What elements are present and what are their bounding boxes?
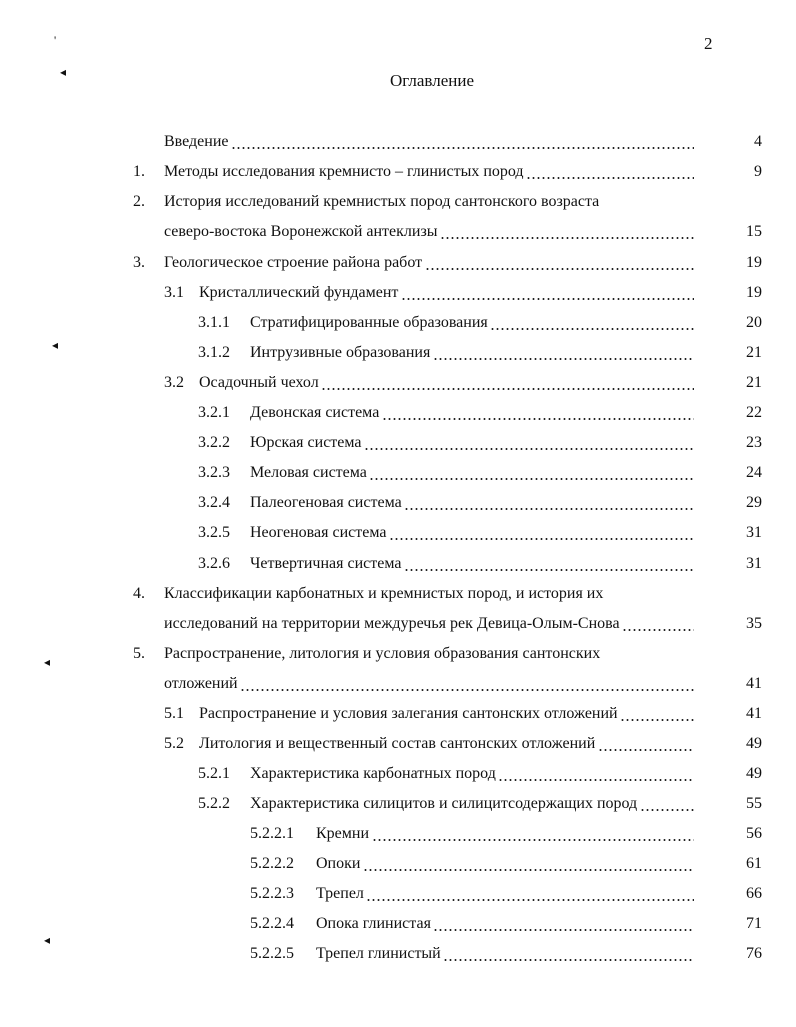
dot-leader [389,538,694,540]
toc-entry-title: Методы исследования кремнисто – глинистых пород [164,163,524,180]
toc-entry[interactable] [316,883,694,905]
toc-entry[interactable] [250,553,694,575]
toc-entry[interactable] [199,703,694,725]
dot-leader [433,358,694,360]
toc-entry-title: Геологическое строение района работ [164,254,423,271]
toc-page-number: 24 [746,464,762,481]
toc-page-number: 41 [746,675,762,692]
scan-mark: ◂ [60,65,67,79]
toc-entry-title: Распространение, литология и условия образования сантонских [164,645,601,662]
toc-entry[interactable] [250,763,694,785]
toc-entry-title: Опока глинистая [316,915,431,932]
toc-entry[interactable] [199,282,694,304]
toc-entry[interactable] [250,522,694,544]
toc-page-number: 56 [746,825,762,842]
toc-entry[interactable] [250,432,694,454]
toc-entry[interactable] [250,402,694,424]
toc-page-number: 49 [746,765,762,782]
dot-leader [443,959,694,961]
page-number: 2 [704,34,713,53]
dot-leader [490,328,694,330]
dot-leader [425,268,694,270]
toc-entry-title: Неогеновая система [250,524,387,541]
toc-entry[interactable] [164,221,694,243]
dot-leader [382,418,694,420]
toc-page-number: 23 [746,434,762,451]
toc-number: 5.2.2.1 [250,825,294,842]
toc-number: 3.2.6 [198,555,230,572]
toc-number: 3.1 [164,284,184,301]
toc-entry-title: Кремни [316,825,370,842]
dot-leader [598,749,694,751]
toc-number: 3.2.2 [198,434,230,451]
dot-leader [231,147,694,149]
toc-page-number: 4 [754,133,762,150]
toc-page-number: 21 [746,374,762,391]
toc-entry-title: Распространение и условия залегания сантонских отложений [199,705,618,722]
toc-number: 5.2.2.2 [250,855,294,872]
dot-leader [369,478,694,480]
toc-number: 5.2.2.4 [250,915,294,932]
toc-entry-title: Кристаллический фундамент [199,284,399,301]
dot-leader [363,869,694,871]
toc-entry[interactable] [316,853,694,875]
toc-number: 5.2 [164,735,184,752]
toc-entry[interactable] [316,913,694,935]
toc-page-number: 22 [746,404,762,421]
toc-page-number: 19 [746,254,762,271]
toc-number: 3.1.2 [198,344,230,361]
toc-entry-title: Опоки [316,855,361,872]
toc-entry[interactable] [199,733,694,755]
toc-entry[interactable] [316,823,694,845]
toc-entry-title: Характеристика силицитов и силицитсодержащих пород [250,795,638,812]
toc-page-number: 41 [746,705,762,722]
toc-entry-title: Юрская система [250,434,362,451]
toc-number: 5. [133,645,145,662]
toc-number: 5.2.2.3 [250,885,294,902]
toc-entry[interactable] [164,643,700,665]
dot-leader [366,899,694,901]
toc-page-number: 49 [746,735,762,752]
toc-page-number: 66 [746,885,762,902]
toc-entry-title: Палеогеновая система [250,494,402,511]
toc-page-number: 9 [754,163,762,180]
toc-entry-title: северо-востока Воронежской антеклизы [164,223,438,240]
toc-entry-title: Стратифицированные образования [250,314,488,331]
toc-number: 5.2.2 [198,795,230,812]
toc-entry-title: Классификации карбонатных и кремнистых пород, и история их [164,585,604,602]
toc-entry-title: Интрузивные образования [250,344,431,361]
toc-entry-title: Трепел глинистый [316,945,441,962]
toc-entry-title: Литология и вещественный состав сантонских отложений [199,735,596,752]
toc-entry[interactable] [164,252,694,274]
toc-entry[interactable] [164,131,694,153]
toc-entry[interactable] [199,372,694,394]
toc-number: 3. [133,254,145,271]
page-title: Оглавление [390,71,474,90]
toc-number: 5.2.2.5 [250,945,294,962]
toc-page-number: 71 [746,915,762,932]
scan-mark: ' [54,33,57,47]
toc-page-number: 15 [746,223,762,240]
toc-entry[interactable] [164,161,694,183]
toc-entry[interactable] [250,492,694,514]
toc-entry-title: Меловая система [250,464,367,481]
toc-page-number: 61 [746,855,762,872]
scan-mark: ◂ [44,933,51,947]
dot-leader [404,569,694,571]
dot-leader [640,809,694,811]
toc-page-number: 31 [746,524,762,541]
toc-number: 3.2.5 [198,524,230,541]
toc-entry[interactable] [250,342,694,364]
toc-page-number: 31 [746,555,762,572]
toc-entry-title: Четвертичная система [250,555,402,572]
toc-entry-title: отложений [164,675,238,692]
toc-number: 3.2.4 [198,494,230,511]
toc-page-number: 76 [746,945,762,962]
toc-number: 3.2.1 [198,404,230,421]
toc-page-number: 55 [746,795,762,812]
toc-entry[interactable] [164,613,694,635]
dot-leader [440,237,694,239]
toc-entry-title: Осадочный чехол [199,374,319,391]
scan-mark: ◂ [52,338,59,352]
dot-leader [526,177,694,179]
toc-entry-title: Характеристика карбонатных пород [250,765,496,782]
dot-leader [240,689,694,691]
toc-entry[interactable] [316,943,694,965]
toc-entry-title: Девонская система [250,404,380,421]
dot-leader [620,719,694,721]
dot-leader [433,929,694,931]
toc-number: 4. [133,585,145,602]
toc-page-number: 19 [746,284,762,301]
dot-leader [364,448,694,450]
toc-entry[interactable] [164,673,694,695]
toc-entry[interactable] [164,191,700,213]
toc-entry-title: исследований на территории междуречья рек Девица-Олым-Снова [164,615,620,632]
toc-number: 5.2.1 [198,765,230,782]
toc-page-number: 29 [746,494,762,511]
toc-number: 3.2.3 [198,464,230,481]
toc-entry-title: Трепел [316,885,364,902]
toc-number: 3.2 [164,374,184,391]
dot-leader [404,508,694,510]
dot-leader [372,839,694,841]
dot-leader [321,388,694,390]
toc-entry[interactable] [250,462,694,484]
dot-leader [498,779,694,781]
toc-number: 5.1 [164,705,184,722]
toc-number: 2. [133,193,145,210]
toc-number: 3.1.1 [198,314,230,331]
toc-entry[interactable] [250,793,694,815]
scan-mark: ◂ [44,655,51,669]
toc-number: 1. [133,163,145,180]
dot-leader [622,629,694,631]
toc-page-number: 21 [746,344,762,361]
dot-leader [401,298,694,300]
toc-page-number: 35 [746,615,762,632]
toc-page-number: 20 [746,314,762,331]
toc-entry-title: История исследований кремнистых пород сантонского возраста [164,193,600,210]
toc-entry-title: Введение [164,133,229,150]
toc-entry[interactable] [250,312,694,334]
toc-entry[interactable] [164,583,700,605]
